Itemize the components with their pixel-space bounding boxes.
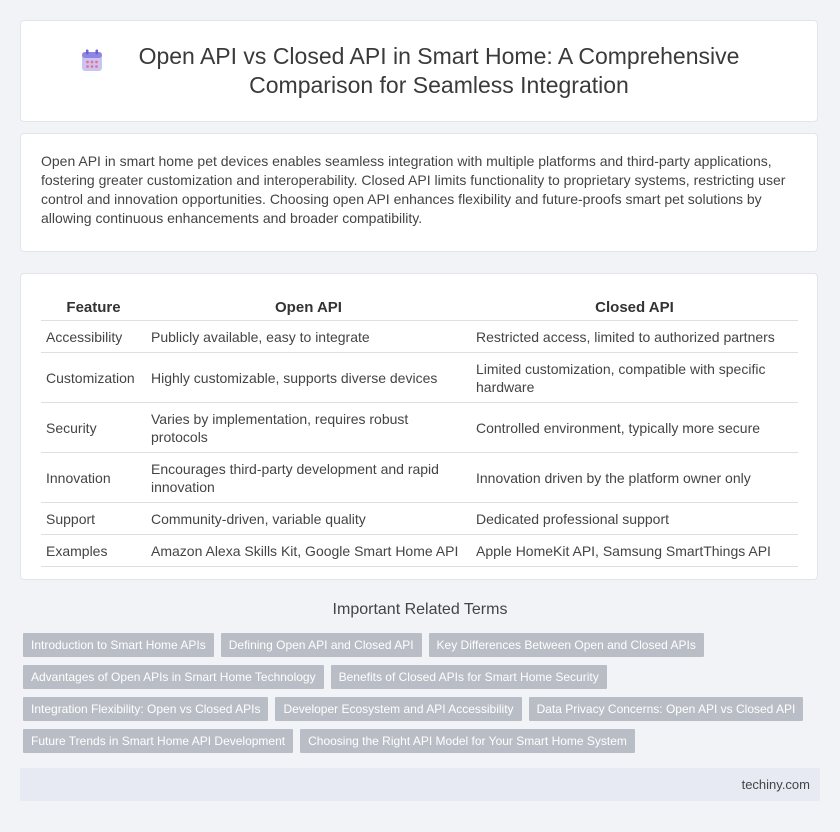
table-row: [41, 453, 798, 503]
footer: [20, 768, 820, 801]
table-cell: Publicly available, easy to integrate: [146, 321, 471, 353]
related-term-tag[interactable]: Developer Ecosystem and API Accessibility: [275, 697, 521, 721]
table-row: [41, 353, 798, 403]
table-cell: Innovation: [41, 453, 146, 503]
page-title: Open API vs Closed API in Smart Home: A Comprehensive Comparison for Seamless Integration: [138, 43, 740, 98]
table-cell: Customization: [41, 353, 146, 403]
table-cell: Amazon Alexa Skills Kit, Google Smart Home API: [146, 535, 471, 567]
table-cell: Examples: [41, 535, 146, 567]
related-term-tag[interactable]: Advantages of Open APIs in Smart Home Technology: [23, 665, 324, 689]
tag-row: [23, 665, 823, 689]
intro-paragraph: Open API in smart home pet devices enables seamless integration with multiple platforms and third-party applications, fostering greater customization and interoperability. Closed API limits functionality to proprietary systems, restricting user control and innovation opportunities. Choosing open API enhances flexibility and future-proofs smart pet solutions by allowing continuous enhancements and broader compatibility.: [41, 153, 786, 226]
table-cell: Innovation driven by the platform owner only: [471, 453, 798, 503]
tag-row: [23, 633, 823, 657]
table-cell: Dedicated professional support: [471, 503, 798, 535]
title-card: [20, 20, 818, 122]
comparison-table: [41, 294, 798, 567]
table-cell: Community-driven, variable quality: [146, 503, 471, 535]
table-cell: Varies by implementation, requires robust protocols: [146, 403, 471, 453]
table-row: [41, 535, 798, 567]
table-cell: Apple HomeKit API, Samsung SmartThings API: [471, 535, 798, 567]
table-row: [41, 403, 798, 453]
related-term-tag[interactable]: Integration Flexibility: Open vs Closed APIs: [23, 697, 268, 721]
table-cell: Restricted access, limited to authorized partners: [471, 321, 798, 353]
related-term-tag[interactable]: Introduction to Smart Home APIs: [23, 633, 214, 657]
table-header-closed-api: Closed API: [471, 294, 798, 321]
table-cell: Limited customization, compatible with specific hardware: [471, 353, 798, 403]
table-cell: Accessibility: [41, 321, 146, 353]
table-row: [41, 321, 798, 353]
table-row: [41, 503, 798, 535]
related-term-tag[interactable]: Benefits of Closed APIs for Smart Home Security: [331, 665, 607, 689]
calendar-icon: [79, 48, 105, 74]
related-term-tag[interactable]: Data Privacy Concerns: Open API vs Closed API: [529, 697, 804, 721]
intro-card: [20, 133, 818, 252]
tag-row: [23, 729, 823, 753]
table-cell: Encourages third-party development and rapid innovation: [146, 453, 471, 503]
tag-row: [23, 697, 823, 721]
comparison-card: [20, 273, 818, 580]
related-term-tag[interactable]: Future Trends in Smart Home API Development: [23, 729, 293, 753]
table-cell: Support: [41, 503, 146, 535]
related-term-tag[interactable]: Choosing the Right API Model for Your Smart Home System: [300, 729, 635, 753]
table-header-feature: Feature: [41, 294, 146, 321]
table-header-open-api: Open API: [146, 294, 471, 321]
table-cell: Highly customizable, supports diverse devices: [146, 353, 471, 403]
related-term-tag[interactable]: Key Differences Between Open and Closed APIs: [429, 633, 704, 657]
related-terms-title: Important Related Terms: [332, 601, 508, 618]
table-cell: Controlled environment, typically more secure: [471, 403, 798, 453]
footer-brand-link[interactable]: techiny.com: [741, 777, 810, 792]
related-term-tag[interactable]: Defining Open API and Closed API: [221, 633, 422, 657]
table-cell: Security: [41, 403, 146, 453]
related-terms-list: [23, 633, 823, 761]
